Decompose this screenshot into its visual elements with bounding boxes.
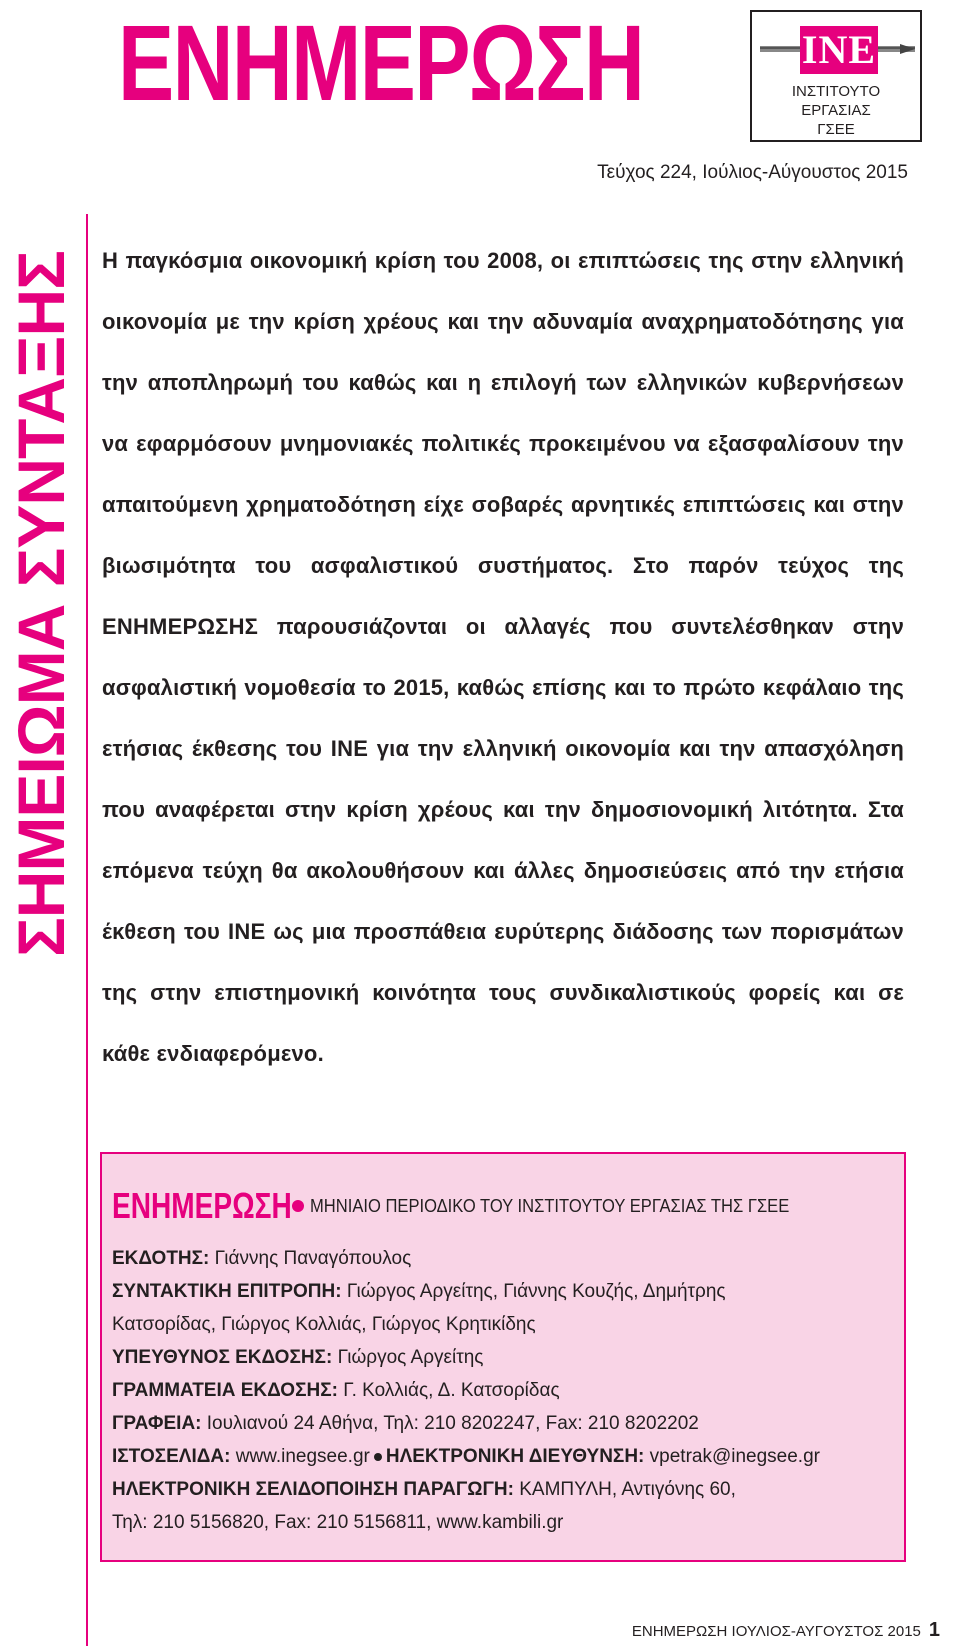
issue-line: Τεύχος 224, Ιούλιος-Αύγουστος 2015 bbox=[597, 162, 908, 183]
email-label: ΗΛΕΚΤΡΟΝΙΚΗ ΔΙΕΥΘΥΝΣΗ: bbox=[385, 1446, 645, 1467]
production-label: ΗΛΕΚΤΡΟΝΙΚΗ ΣΕΛΙΔΟΠΟΙΗΣΗ ΠΑΡΑΓΩΓΗ: bbox=[112, 1479, 514, 1500]
page-footer bbox=[632, 1619, 940, 1642]
committee-names-1: Γιώργος Αργείτης, Γιάννης Κουζής, Δημήτρης bbox=[346, 1281, 726, 1302]
sidebar-divider bbox=[86, 214, 88, 1646]
ine-logo-caption bbox=[752, 82, 920, 139]
ine-logo-line3: ΓΣΕΕ bbox=[817, 121, 855, 138]
editorial-text: Η παγκόσμια οικονομική κρίση του 2008, οι επιπτώσεις της στην ελληνική οικονομία με την κρίση χρέους και την αδυναμία αναχρηματοδότησης για την αποπληρωμή του καθώς και η επιλογή των ελληνικών κυβερνήσεων να εφαρμόσουν μνημονιακές πολιτικές προκειμένου να εξασφαλίσουν την απαιτούμενη χρηματοδότηση είχε σοβαρές αρνητικές επιπτώσεις και στην βιωσιμότητα του ασφαλιστικού συστήματος. Στο παρόν τεύχος της ΕΝΗΜΕΡΩΣΗΣ παρουσιάζονται οι αλλαγές που συντελέσθηκαν στην ασφαλιστική νομοθεσία το 2015, καθώς επίσης και το πρώτο κεφάλαιο της ετήσιας έκθεσης του ΙΝΕ για την ελληνική οικονομία και την απασχόληση που αναφέρεται στην κρίση χρέους και την δημοσιονομική λιτότητα. Στα επόμενα τεύχη θα ακολουθήσουν και άλλες δημοσιεύσεις από την ετήσια έκθεση του ΙΝΕ ως μια προσπάθεια ευρύτερης διάδοσης των πορισμάτων της στην επιστημονική κοινότητα τους συνδικαλιστικούς φορείς και σε κάθε ενδιαφερόμενο. bbox=[102, 248, 904, 1066]
sidebar-label: ΣΗΜΕΙΩΜΑ ΣΥΝΤΑΞΗΣ bbox=[4, 251, 78, 957]
running-title: ΕΝΗΜΕΡΩΣΗ ΙΟΥΛΙΟΣ-ΑΥΓΟΥΣΤΟΣ 2015 bbox=[631, 1623, 921, 1640]
publisher-name: Γιάννης Παναγόπουλος bbox=[214, 1248, 412, 1269]
committee-names-2: Κατσορίδας, Γιώργος Κολλιάς, Γιώργος Κρητικίδης bbox=[112, 1314, 536, 1335]
production-contacts: Τηλ: 210 5156820, Fax: 210 5156811, www.kambili.gr bbox=[112, 1512, 564, 1533]
web-line bbox=[112, 1440, 892, 1473]
responsible-line bbox=[112, 1341, 892, 1374]
secretariat-label: ΓΡΑΜΜΑΤΕΙΑ ΕΚΔΟΣΗΣ: bbox=[112, 1380, 338, 1401]
publisher-label: ΕΚΔΟΤΗΣ: bbox=[112, 1248, 210, 1269]
production-line bbox=[112, 1473, 892, 1506]
imprint-logo: ΕΝΗΜΕΡΩΣΗ bbox=[112, 1185, 292, 1226]
committee-line bbox=[112, 1275, 892, 1308]
imprint-tagline: ΜΗΝΙΑΙΟ ΠΕΡΙΟΔΙΚΟ ΤΟΥ ΙΝΣΤΙΤΟΥΤΟΥ ΕΡΓΑΣΙΑΣ ΤΗΣ ΓΣΕΕ bbox=[310, 1195, 790, 1216]
offices-line bbox=[112, 1407, 892, 1440]
imprint-box bbox=[100, 1152, 906, 1562]
page-number: 1 bbox=[928, 1619, 940, 1641]
bullet-icon bbox=[374, 1453, 382, 1461]
masthead-title: ΕΝΗΜΕΡΩΣΗ bbox=[118, 2, 644, 123]
bullet-icon bbox=[292, 1200, 304, 1212]
ine-logo-line1: ΙΝΣΤΙΤΟΥΤΟ bbox=[791, 83, 881, 100]
website-label: ΙΣΤΟΣΕΛΙΔΑ: bbox=[112, 1446, 231, 1467]
sidebar bbox=[6, 224, 76, 984]
email-link[interactable]: vpetrak@inegsee.gr bbox=[649, 1446, 820, 1467]
publisher-line bbox=[112, 1242, 892, 1275]
offices-label: ΓΡΑΦΕΙΑ: bbox=[112, 1413, 202, 1434]
production-address: ΚΑΜΠΥΛΗ, Αντιγόνης 60, bbox=[519, 1479, 736, 1500]
offices-address: Ιουλιανού 24 Αθήνα, Τηλ: 210 8202247, Fax: 210 8202202 bbox=[206, 1413, 699, 1434]
ine-logo-line2: ΕΡΓΑΣΙΑΣ bbox=[801, 102, 871, 119]
ine-logo bbox=[750, 10, 922, 142]
responsible-label: ΥΠΕΥΘΥΝΟΣ ΕΚΔΟΣΗΣ: bbox=[112, 1347, 333, 1368]
imprint-credits bbox=[112, 1242, 892, 1539]
imprint-header bbox=[112, 1186, 831, 1226]
committee-label: ΣΥΝΤΑΚΤΙΚΗ ΕΠΙΤΡΟΠΗ: bbox=[112, 1281, 342, 1302]
responsible-name: Γιώργος Αργείτης bbox=[337, 1347, 484, 1368]
secretariat-names: Γ. Κολλιάς, Δ. Κατσορίδας bbox=[343, 1380, 560, 1401]
secretariat-line bbox=[112, 1374, 892, 1407]
website-link[interactable]: www.inegsee.gr bbox=[235, 1446, 370, 1467]
ine-logo-mark: INE bbox=[801, 27, 877, 72]
